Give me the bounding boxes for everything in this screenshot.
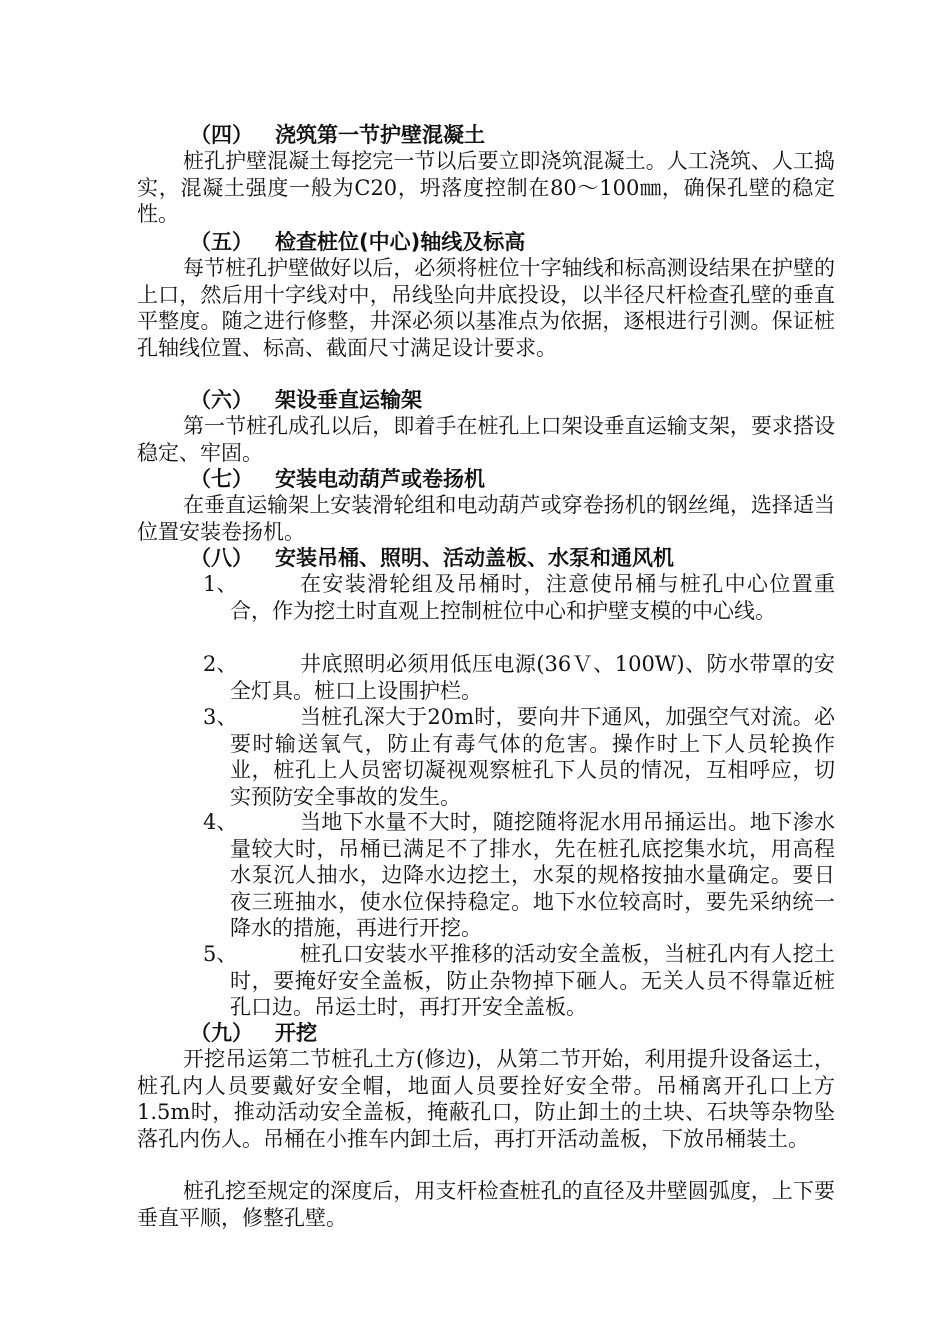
section-title: 开挖	[275, 1021, 317, 1045]
paragraph: 桩孔挖至规定的深度后，用支杆检查桩孔的直径及井壁圆弧度，上下要垂直平顺，修整孔壁。	[137, 1179, 835, 1230]
list-item: 当地下水量不大时，随挖随将泥水用吊捅运出。地下渗水量较大时，吊桶已满足不了排水，先在桩孔底挖集水坑，用高程水泵沉人抽水，边降水边挖土，水泵的规格按抽水量确定。要日夜三班抽水，使水位保持稳定。地下水位较高时，要先采纳统一降水的措施，再进行开挖。	[230, 810, 835, 940]
section-number: （九）	[190, 1021, 253, 1045]
paragraph: 开挖吊运第二节桩孔土方(修边)，从第二节开始，利用提升设备运土，桩孔内人员要戴好安全帽，地面人员要拴好安全带。吊桶离开孔口上方1.5m时，推动活动安全盖板，掩蔽孔口，防止卸土的土块、石块等杂物坠落孔内伤人。吊桶在小推车内卸土后，再打开活动盖板，下放吊桶装土。	[137, 1047, 835, 1151]
section-number: （四）	[190, 123, 253, 147]
list-item: 桩孔口安装水平推移的活动安全盖板，当桩孔内有人挖土时，要掩好安全盖板，防止杂物掉下砸人。无关人员不得靠近桩孔口边。吊运土时，再打开安全盖板。	[230, 942, 835, 1019]
section-number: （六）	[190, 388, 253, 412]
section-number: （五）	[190, 230, 253, 254]
section-heading-8	[190, 545, 674, 572]
section-title: 架设垂直运输架	[275, 388, 422, 412]
list-item: 当桩孔深大于20m时，要向井下通风，加强空气对流。必要时输送氧气，防止有毒气体的危害。操作时上下人员轮换作业，桩孔上人员密切凝视观察桩孔下人员的情况，互相呼应，切实预防安全事故的发生。	[230, 705, 835, 809]
section-number: （八）	[190, 546, 253, 570]
list-item: 在安装滑轮组及吊桶时，注意使吊桶与桩孔中心位置重合，作为挖土时直观上控制桩位中心和护壁支模的中心线。	[230, 572, 835, 623]
section-heading-4	[190, 122, 485, 149]
list-item-number: 2、	[203, 652, 238, 676]
section-title: 检查桩位(中心)轴线及标高	[275, 230, 526, 254]
section-title: 浇筑第一节护壁混凝土	[275, 123, 485, 147]
list-item-number: 3、	[203, 705, 238, 729]
paragraph: 每节桩孔护壁做好以后，必须将桩位十字轴线和标高测设结果在护壁的上口，然后用十字线对中，吊线坠向井底投设，以半径尺杆检查孔壁的垂直平整度。随之进行修整，井深必须以基准点为依据，逐根进行引测。保证桩孔轴线位置、标高、截面尺寸满足设计要求。	[137, 256, 835, 360]
list-item: 井底照明必须用低压电源(36Ｖ、100W)、防水带罩的安全灯具。桩口上设围护栏。	[230, 652, 835, 703]
section-heading-6	[190, 387, 422, 414]
section-title: 安装吊桶、照明、活动盖板、水泵和通风机	[275, 546, 674, 570]
paragraph: 第一节桩孔成孔以后，即着手在桩孔上口架设垂直运输支架，要求搭设稳定、牢固。	[137, 414, 835, 465]
paragraph: 桩孔护壁混凝土每挖完一节以后要立即浇筑混凝土。人工浇筑、人工捣实，混凝土强度一般为C20，坍落度控制在80～100㎜，确保孔壁的稳定性。	[137, 149, 835, 226]
section-number: （七）	[190, 467, 253, 491]
section-heading-7	[190, 466, 485, 493]
list-item-number: 4、	[203, 810, 238, 834]
list-item-number: 5、	[203, 942, 238, 966]
section-title: 安装电动葫芦或卷扬机	[275, 467, 485, 491]
paragraph: 在垂直运输架上安装滑轮组和电动葫芦或穿卷扬机的钢丝绳，选择适当位置安装卷扬机。	[137, 493, 835, 544]
section-heading-9	[190, 1020, 317, 1047]
section-heading-5	[190, 229, 525, 256]
list-item-number: 1、	[203, 572, 238, 596]
